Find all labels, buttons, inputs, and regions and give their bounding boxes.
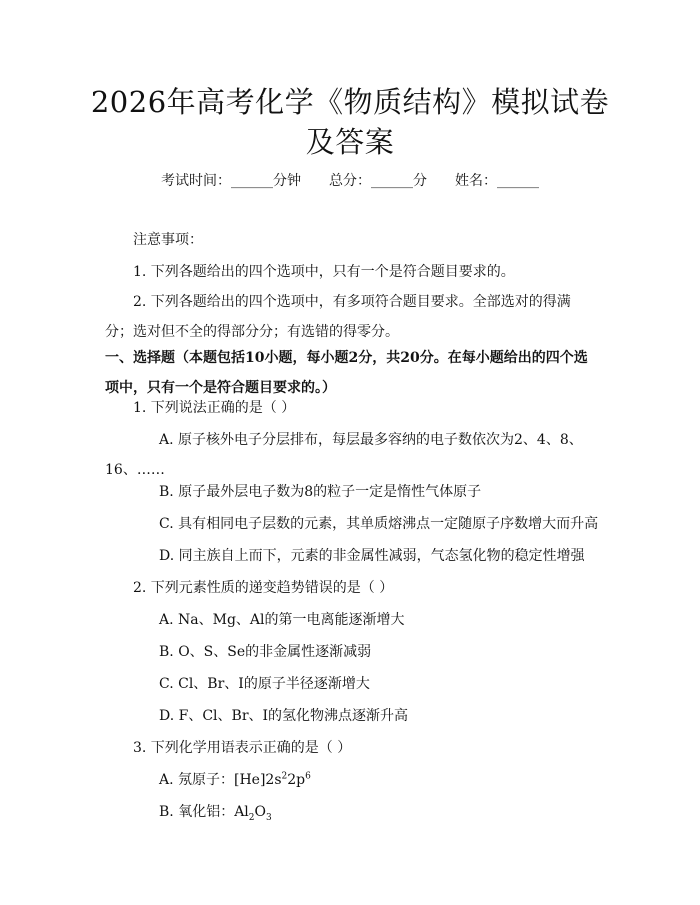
q2-stem: 2. 下列元素性质的递变趋势错误的是（ ） <box>133 580 394 596</box>
q1-option-a: A. 原子核外电子分层排布，每层最多容纳的电子数依次为2、4、8、16、…… <box>105 432 583 478</box>
notes-heading: 注意事项： <box>133 232 203 248</box>
q2-option-a: A. Na、Mg、Al的第一电离能逐渐增大 <box>159 612 405 628</box>
exam-time-field: 考试时间：______分钟 <box>161 173 301 189</box>
total-score-field: 总分：______分 <box>329 173 427 189</box>
q3-stem: 3. 下列化学用语表示正确的是（ ） <box>133 740 352 756</box>
page-title: 2026年高考化学《物质结构》模拟试卷及答案 <box>90 85 610 159</box>
q3-option-b: B. 氧化铝：$Al_2O_3$ <box>159 804 272 823</box>
q2-option-c: C. Cl、Br、I的原子半径逐渐增大 <box>159 676 370 692</box>
name-field: 姓名：______ <box>455 173 539 189</box>
q1-option-c: C. 具有相同电子层数的元素，其单质熔沸点一定随原子序数增大而升高 <box>159 516 599 532</box>
q2-option-b: B. O、S、Se的非金属性逐渐减弱 <box>159 644 372 660</box>
q2-option-d: D. F、Cl、Br、I的氢化物沸点逐渐升高 <box>159 708 409 724</box>
q3-option-a: A. 氖原子：$[He]2s^22p^6$ <box>159 771 311 788</box>
q1-option-b: B. 原子最外层电子数为8的粒子一定是惰性气体原子 <box>159 484 482 500</box>
q1-option-d: D. 同主族自上而下，元素的非金属性减弱，气态氢化物的稳定性增强 <box>159 548 585 564</box>
exam-info-line <box>0 170 700 190</box>
notes-item-2: 2. 下列各题给出的四个选项中，有多项符合题目要求。全部选对的得满分；选对但不全的得部分分；有选错的得零分。 <box>105 294 571 340</box>
notes-item-1: 1. 下列各题给出的四个选项中，只有一个是符合题目要求的。 <box>133 264 515 280</box>
section-1-heading: 一、选择题（本题包括10小题，每小题2分，共20分。在每小题给出的四个选项中，只有一个是符合题目要求的。） <box>105 350 588 396</box>
q1-stem: 1. 下列说法正确的是（ ） <box>133 400 296 416</box>
